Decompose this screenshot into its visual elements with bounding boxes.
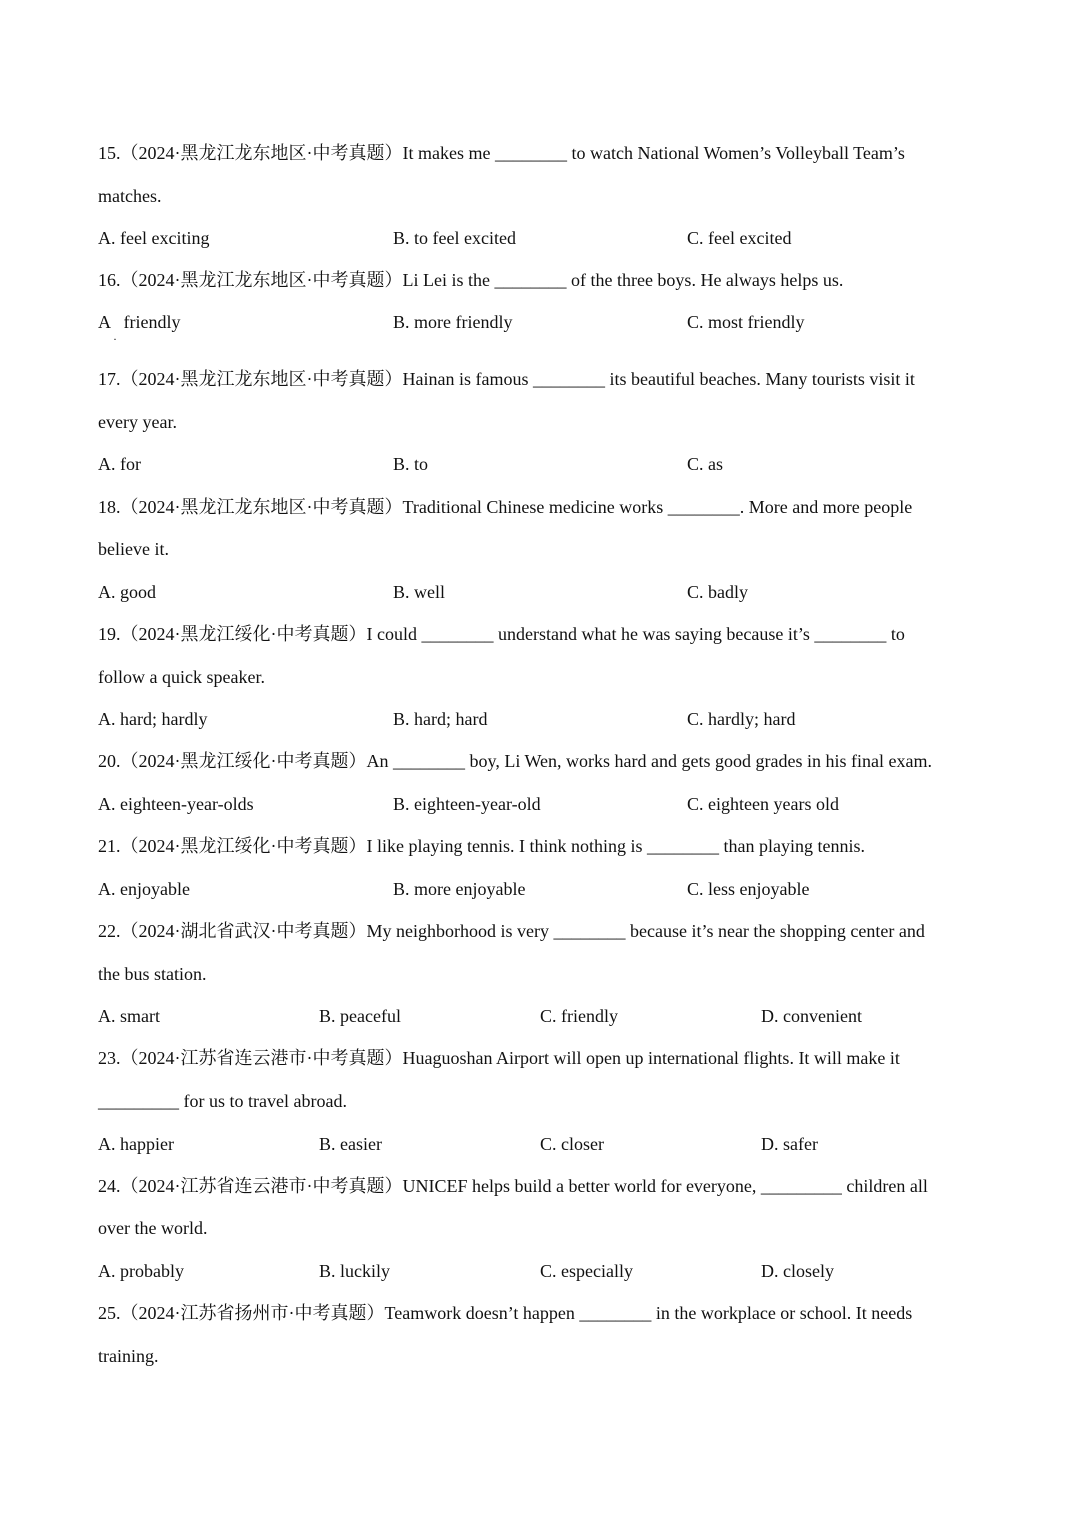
question-20-option-a: A. eighteen-year-olds bbox=[98, 794, 254, 814]
question-number: 15. bbox=[98, 143, 121, 163]
question-16-option-b: B. more friendly bbox=[393, 312, 513, 332]
question-number: 17. bbox=[98, 369, 121, 389]
question-18-option-a: A. good bbox=[98, 582, 156, 602]
question-source: （2024·黑龙江绥化·中考真题） bbox=[120, 836, 367, 856]
question-17-option-a: A. for bbox=[98, 454, 141, 474]
question-18-line-2: believe it. bbox=[98, 539, 169, 559]
question-17-line-2: every year. bbox=[98, 412, 177, 432]
question-number: 22. bbox=[98, 921, 121, 941]
question-15-option-a: A. feel exciting bbox=[98, 228, 210, 248]
question-24-option-b: B. luckily bbox=[319, 1261, 390, 1281]
question-24-option-a: A. probably bbox=[98, 1261, 184, 1281]
question-15-line-1 bbox=[98, 141, 983, 165]
question-19-option-b: B. hard; hard bbox=[393, 709, 488, 729]
question-text: I could ________ understand what he was saying because it’s ________ to bbox=[366, 624, 905, 644]
question-19-option-c: C. hardly; hard bbox=[687, 709, 796, 729]
question-18-option-b: B. well bbox=[393, 582, 445, 602]
question-18-line-1 bbox=[98, 495, 983, 519]
question-number: 18. bbox=[98, 497, 121, 517]
question-25-line-1 bbox=[98, 1301, 983, 1325]
question-source: （2024·湖北省武汉·中考真题） bbox=[120, 921, 367, 941]
question-text: My neighborhood is very ________ because it’s near the shopping center and bbox=[366, 921, 925, 941]
question-18-option-c: C. badly bbox=[687, 582, 748, 602]
question-text: An ________ boy, Li Wen, works hard and gets good grades in his final exam. bbox=[366, 751, 932, 771]
question-23-option-d: D. safer bbox=[761, 1134, 818, 1154]
question-23-option-a: A. happier bbox=[98, 1134, 174, 1154]
question-source: （2024·黑龙江龙东地区·中考真题） bbox=[120, 497, 403, 517]
question-text: I like playing tennis. I think nothing is ________ than playing tennis. bbox=[366, 836, 865, 856]
question-15-line-2: matches. bbox=[98, 186, 162, 206]
question-21-option-a: A. enjoyable bbox=[98, 879, 190, 899]
question-22-option-b: B. peaceful bbox=[319, 1006, 401, 1026]
question-source: （2024·黑龙江龙东地区·中考真题） bbox=[120, 369, 403, 389]
question-21-line-1 bbox=[98, 834, 983, 858]
question-19-option-a: A. hard; hardly bbox=[98, 709, 208, 729]
question-23-line-2: _________ for us to travel abroad. bbox=[98, 1091, 347, 1111]
question-20-option-c: C. eighteen years old bbox=[687, 794, 839, 814]
stray-dot-mark: · bbox=[113, 332, 117, 346]
question-number: 25. bbox=[98, 1303, 121, 1323]
question-17-option-b: B. to bbox=[393, 454, 429, 474]
question-19-line-1 bbox=[98, 622, 983, 646]
question-15-option-b: B. to feel excited bbox=[393, 228, 516, 248]
question-22-option-c: C. friendly bbox=[540, 1006, 618, 1026]
question-text: Teamwork doesn’t happen ________ in the workplace or school. It needs bbox=[384, 1303, 913, 1323]
question-16-option-c: C. most friendly bbox=[687, 312, 805, 332]
question-20-option-b: B. eighteen-year-old bbox=[393, 794, 541, 814]
question-25-line-2: training. bbox=[98, 1346, 159, 1366]
question-source: （2024·黑龙江绥化·中考真题） bbox=[120, 751, 367, 771]
question-15-option-c: C. feel excited bbox=[687, 228, 792, 248]
question-source: （2024·江苏省连云港市·中考真题） bbox=[120, 1176, 403, 1196]
question-24-line-1 bbox=[98, 1174, 983, 1198]
question-text: It makes me ________ to watch National Women’s Volleyball Team’s bbox=[402, 143, 905, 163]
question-text: Hainan is famous ________ its beautiful beaches. Many tourists visit it bbox=[402, 369, 915, 389]
question-number: 19. bbox=[98, 624, 121, 644]
question-number: 21. bbox=[98, 836, 121, 856]
question-22-line-2: the bus station. bbox=[98, 964, 207, 984]
question-number: 20. bbox=[98, 751, 121, 771]
question-17-option-c: C. as bbox=[687, 454, 723, 474]
question-24-line-2: over the world. bbox=[98, 1218, 208, 1238]
question-number: 24. bbox=[98, 1176, 121, 1196]
question-21-option-b: B. more enjoyable bbox=[393, 879, 526, 899]
question-source: （2024·江苏省扬州市·中考真题） bbox=[120, 1303, 385, 1323]
question-16-line-1 bbox=[98, 268, 983, 292]
question-20-line-1 bbox=[98, 749, 983, 773]
question-22-option-d: D. convenient bbox=[761, 1006, 862, 1026]
question-source: （2024·黑龙江龙东地区·中考真题） bbox=[120, 143, 403, 163]
question-17-line-1 bbox=[98, 367, 983, 391]
question-number: 16. bbox=[98, 270, 121, 290]
question-21-option-c: C. less enjoyable bbox=[687, 879, 810, 899]
question-24-option-c: C. especially bbox=[540, 1261, 633, 1281]
question-23-line-1 bbox=[98, 1046, 983, 1070]
question-text: UNICEF helps build a better world for everyone, _________ children all bbox=[402, 1176, 928, 1196]
question-22-option-a: A. smart bbox=[98, 1006, 160, 1026]
question-text: Huaguoshan Airport will open up international flights. It will make it bbox=[402, 1048, 900, 1068]
question-23-option-c: C. closer bbox=[540, 1134, 604, 1154]
question-23-option-b: B. easier bbox=[319, 1134, 382, 1154]
question-16-option-a: A friendly bbox=[98, 312, 181, 332]
question-text: Traditional Chinese medicine works ________. More and more people bbox=[402, 497, 913, 517]
question-text: Li Lei is the ________ of the three boys. He always helps us. bbox=[402, 270, 844, 290]
question-source: （2024·黑龙江绥化·中考真题） bbox=[120, 624, 367, 644]
question-source: （2024·江苏省连云港市·中考真题） bbox=[120, 1048, 403, 1068]
question-19-line-2: follow a quick speaker. bbox=[98, 667, 265, 687]
question-24-option-d: D. closely bbox=[761, 1261, 834, 1281]
question-source: （2024·黑龙江龙东地区·中考真题） bbox=[120, 270, 403, 290]
question-number: 23. bbox=[98, 1048, 121, 1068]
question-22-line-1 bbox=[98, 919, 983, 943]
